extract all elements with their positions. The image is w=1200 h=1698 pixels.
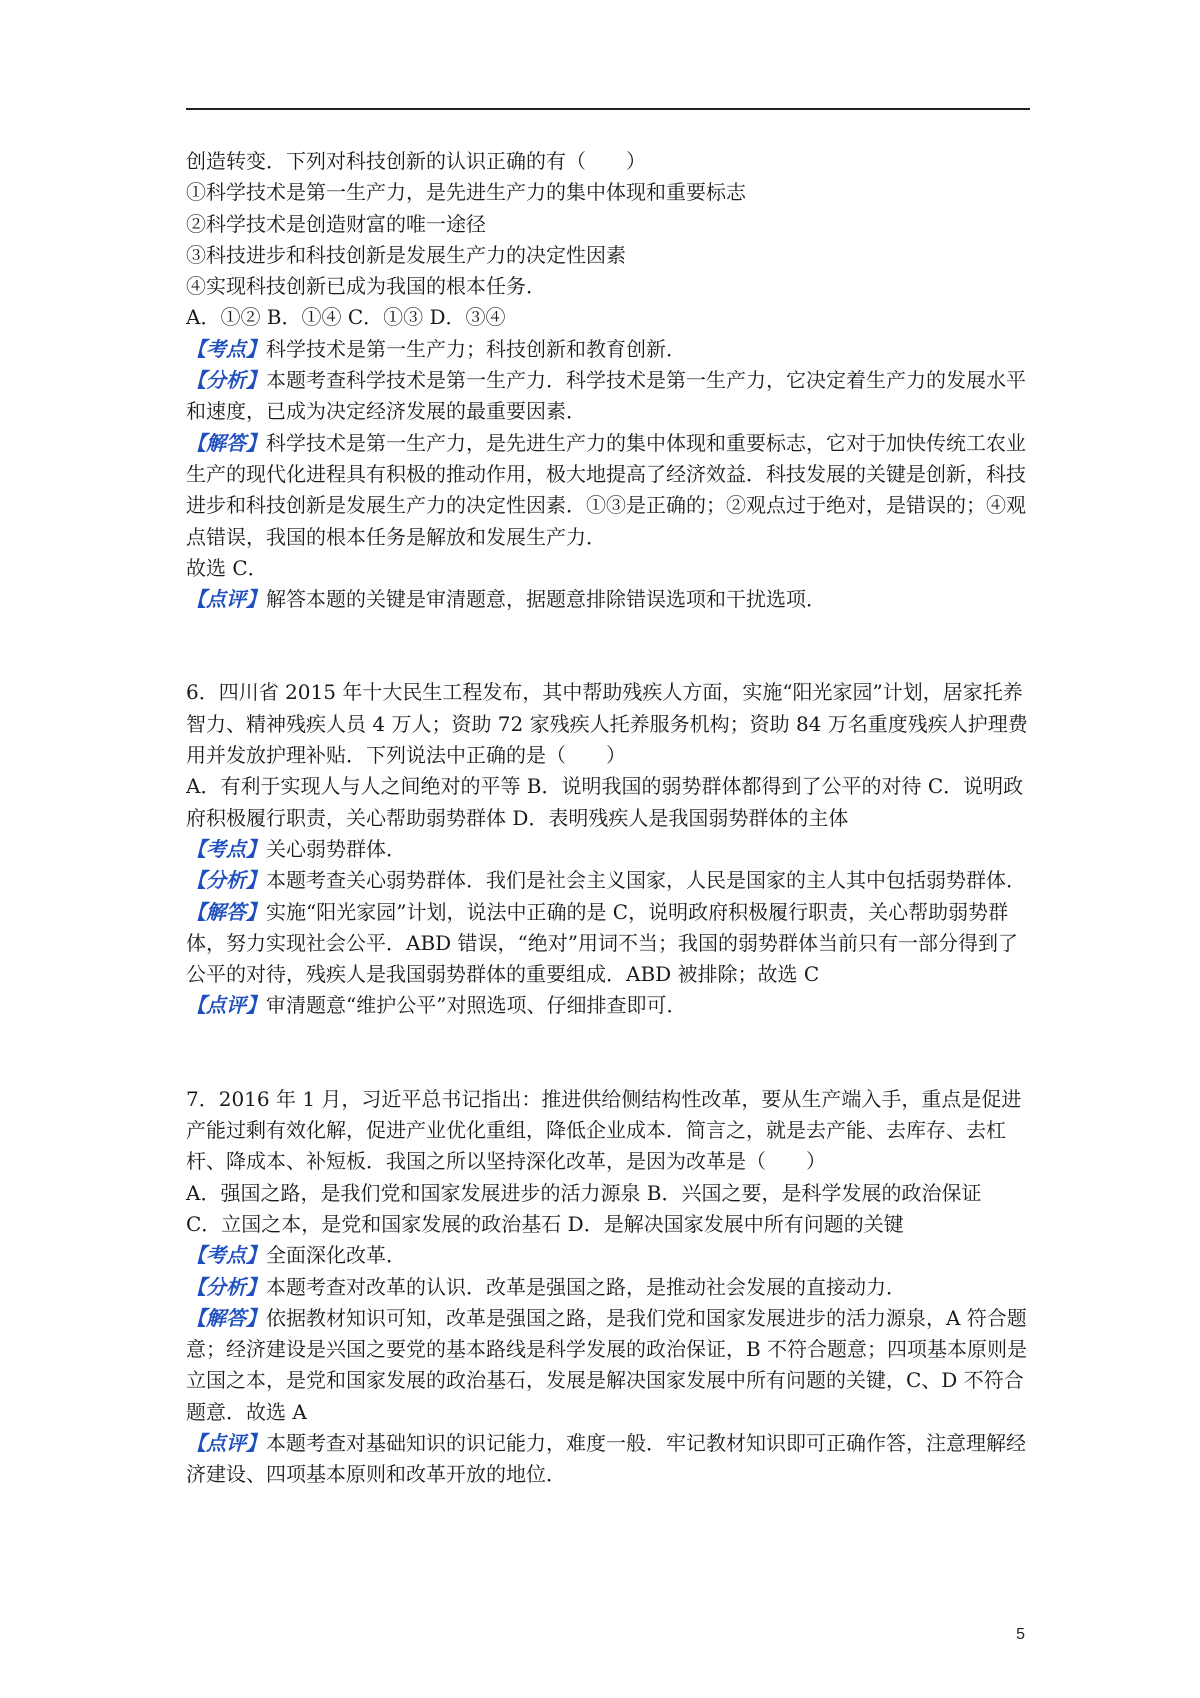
statement-2: ②科学技术是创造财富的唯一途径 bbox=[186, 211, 486, 236]
answer-choices-ab: A．强国之路，是我们党和国家发展进步的活力源泉 B．兴国之要，是科学发展的政治保证 bbox=[186, 1180, 982, 1205]
dianping-tag: 【点评】 bbox=[186, 993, 266, 1018]
dianping-tag: 【点评】 bbox=[186, 1430, 266, 1455]
page-number: 5 bbox=[1016, 1626, 1025, 1643]
answer-choices-cd: C．立国之本，是党和国家发展的政治基石 D．是解决国家发展中所有问题的关键 bbox=[186, 1211, 904, 1236]
final-answer: 故选 C． bbox=[186, 555, 268, 580]
question-5 bbox=[186, 146, 1032, 615]
jieda-section bbox=[186, 428, 1032, 553]
fenxi-section bbox=[186, 1272, 1032, 1303]
dianping-text: 审清题意“维护公平”对照选项、仔细排查即可． bbox=[266, 993, 687, 1018]
question-6 bbox=[186, 677, 1032, 1021]
jieda-text: 依据教材知识可知，改革是强国之路，是我们党和国家发展进步的活力源泉，A 符合题意；经济建设是兴国之要党的基本路线是科学发展的政治保证，B 不符合题意；四项基本原则是立国之本，是党和国家发展的政治基石，发展是解决国家发展中所有问题的关键，C、D 不符合题意．故选 A bbox=[186, 1305, 1028, 1424]
fenxi-section bbox=[186, 365, 1032, 428]
dianping-section bbox=[186, 584, 1032, 615]
jieda-section bbox=[186, 897, 1032, 991]
kaodian-section bbox=[186, 334, 1032, 365]
statement-3: ③科技进步和科技创新是发展生产力的决定性因素 bbox=[186, 242, 626, 267]
dianping-section bbox=[186, 1428, 1032, 1491]
fenxi-tag: 【分析】 bbox=[186, 368, 266, 393]
kaodian-text: 关心弱势群体． bbox=[266, 836, 406, 861]
question-stem: 7．2016 年 1 月，习近平总书记指出：推进供给侧结构性改革，要从生产端入手，重点是促进产能过剩有效化解，促进产业优化重组，降低企业成本．简言之，就是去产能、去库存、去杠杆、降成本、补短板．我国之所以坚持深化改革，是因为改革是（ ） bbox=[186, 1086, 1022, 1174]
jieda-text: 科学技术是第一生产力，是先进生产力的集中体现和重要标志，它对于加快传统工农业生产的现代化进程具有积极的推动作用，极大地提高了经济效益．科技发展的关键是创新，科技进步和科技创新是发展生产力的决定性因素．①③是正确的；②观点过于绝对，是错误的；④观点错误，我国的根本任务是解放和发展生产力． bbox=[186, 430, 1026, 549]
header-rule bbox=[186, 108, 1030, 110]
fenxi-tag: 【分析】 bbox=[186, 868, 266, 893]
dianping-text: 本题考查对基础知识的识记能力，难度一般．牢记教材知识即可正确作答，注意理解经济建设、四项基本原则和改革开放的地位． bbox=[186, 1430, 1026, 1487]
fenxi-tag: 【分析】 bbox=[186, 1274, 266, 1299]
question-7 bbox=[186, 1084, 1032, 1491]
fenxi-text: 本题考查科学技术是第一生产力．科学技术是第一生产力，它决定着生产力的发展水平和速度，已成为决定经济发展的最重要因素． bbox=[186, 368, 1026, 424]
fenxi-text: 本题考查关心弱势群体．我们是社会主义国家，人民是国家的主人其中包括弱势群体． bbox=[266, 868, 1026, 893]
kaodian-tag: 【考点】 bbox=[186, 336, 266, 361]
kaodian-tag: 【考点】 bbox=[186, 1243, 266, 1268]
answer-choices: A．①② B．①④ C．①③ D．③④ bbox=[186, 305, 506, 330]
kaodian-section bbox=[186, 834, 1032, 865]
statement-4: ④实现科技创新已成为我国的根本任务． bbox=[186, 274, 546, 299]
fenxi-text: 本题考查对改革的认识．改革是强国之路，是推动社会发展的直接动力． bbox=[266, 1274, 906, 1299]
kaodian-text: 科学技术是第一生产力；科技创新和教育创新． bbox=[266, 336, 686, 361]
page-content bbox=[186, 146, 1032, 1491]
jieda-text: 实施“阳光家园”计划，说法中正确的是 C，说明政府积极履行职责，关心帮助弱势群体，努力实现社会公平．ABD 错误，“绝对”用词不当；我国的弱势群体当前只有一部分得到了公平的对待，残疾人是我国弱势群体的重要组成．ABD 被排除；故选 C bbox=[186, 899, 1018, 987]
statement-1: ①科学技术是第一生产力，是先进生产力的集中体现和重要标志 bbox=[186, 180, 746, 205]
jieda-tag: 【解答】 bbox=[186, 430, 266, 455]
dianping-text: 解答本题的关键是审清题意，据题意排除错误选项和干扰选项． bbox=[266, 587, 826, 612]
kaodian-text: 全面深化改革． bbox=[266, 1243, 406, 1268]
question-stem: 6．四川省 2015 年十大民生工程发布，其中帮助残疾人方面，实施“阳光家园”计划，居家托养智力、精神残疾人员 4 万人；资助 72 家残疾人托养服务机构；资助 84 万名重度残疾人护理费用并发放护理补贴．下列说法中正确的是（ ） bbox=[186, 680, 1028, 768]
kaodian-section bbox=[186, 1240, 1032, 1271]
jieda-tag: 【解答】 bbox=[186, 1305, 266, 1330]
spacer bbox=[186, 615, 1032, 677]
fenxi-section bbox=[186, 865, 1032, 896]
jieda-tag: 【解答】 bbox=[186, 899, 266, 924]
jieda-section bbox=[186, 1303, 1032, 1428]
dianping-section bbox=[186, 990, 1032, 1021]
spacer bbox=[186, 1022, 1032, 1084]
kaodian-tag: 【考点】 bbox=[186, 836, 266, 861]
question-stem: 创造转变．下列对科技创新的认识正确的有（ ） bbox=[186, 149, 646, 173]
dianping-tag: 【点评】 bbox=[186, 587, 266, 612]
answer-choices: A．有利于实现人与人之间绝对的平等 B．说明我国的弱势群体都得到了公平的对待 C．说明政府积极履行职责，关心帮助弱势群体 D．表明残疾人是我国弱势群体的主体 bbox=[186, 774, 1024, 830]
